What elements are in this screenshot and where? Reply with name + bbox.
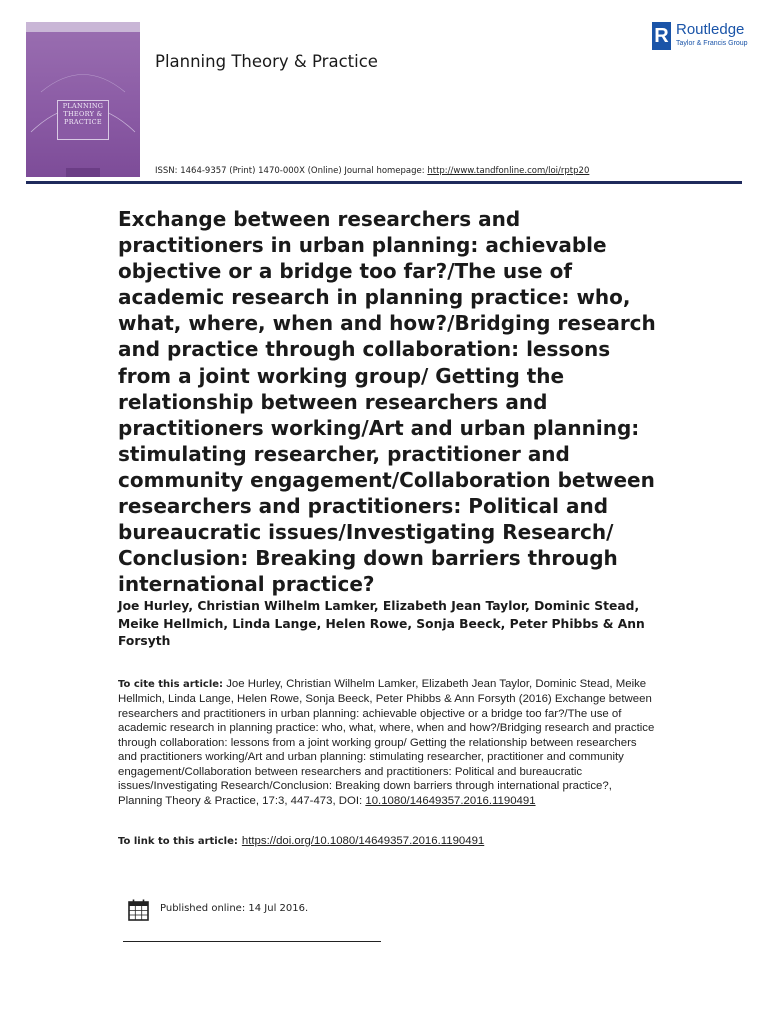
issn-line (155, 166, 589, 176)
article-doi-link[interactable]: https://doi.org/10.1080/14649357.2016.1190491 (241, 835, 485, 847)
cover-publisher-logo (66, 168, 100, 177)
cover-title-line: PLANNING (62, 102, 104, 110)
citation-label: To cite this article: (118, 679, 224, 690)
published-date: Published online: 14 Jul 2016. (160, 903, 309, 914)
cover-top-strip (26, 22, 140, 32)
article-authors: Joe Hurley, Christian Wilhelm Lamker, Elizabeth Jean Taylor, Dominic Stead, Meike Hellmich, Linda Lange, Helen Rowe, Sonja Beeck, Peter Phibbs & Ann Forsyth (118, 599, 645, 648)
link-label: To link to this article: (118, 836, 238, 847)
article-link-row (118, 835, 678, 847)
article-title: Exchange between researchers and practitioners in urban planning: achievable objective or a bridge too far?/The use of academic research in planning practice: who, what, where, when and how?/Bridging research and practice through collaboration: lessons from a joint working group/ Getting the relationship between researchers and practitioners working/Art and urban planning: stimulating researcher, practitioner and community engagement/Collaboration between researchers and practitioners: Political and bureaucratic issues/Investigating Research/ Conclusion: Breaking down barriers through international practice? (118, 207, 656, 597)
publisher-mark-icon: R (652, 22, 671, 50)
journal-cover-image (26, 22, 140, 177)
citation-doi-link[interactable]: 10.1080/14649357.2016.1190491 (365, 794, 536, 807)
cover-title-line: THEORY & (63, 110, 103, 118)
publisher-name: Routledge (676, 21, 745, 38)
header-divider (26, 181, 742, 184)
cover-title-line: PRACTICE (64, 118, 102, 126)
citation-text: Joe Hurley, Christian Wilhelm Lamker, Elizabeth Jean Taylor, Dominic Stead, Meike Hellmich, Linda Lange, Helen Rowe, Sonja Beeck, Peter Phibbs & Ann Forsyth (2016) Exchange between researchers and practitioners in urban planning: achievable objective or a bridge too far?/The use of academic research in planning practice: who, what, where, when and how?/Bridging research and practice through collaboration: lessons from a joint working group/ Getting the relationship between researchers and practitioners working/Art and urban planning: stimulating researcher, practitioner and community engagement/Collaboration between researchers and practitioners: Political and bureaucratic issues/Investigating Research/Conclusion: Breaking down barriers through international practice?, Planning Theory & Practice, 17:3, 447-473, DOI: (118, 678, 655, 807)
issn-text: ISSN: 1464-9357 (Print) 1470-000X (Online) Journal homepage: (155, 166, 428, 176)
footer-divider (123, 941, 381, 942)
journal-name: Planning Theory & Practice (155, 52, 378, 71)
publisher-logo (652, 20, 762, 52)
journal-homepage-link[interactable]: http://www.tandfonline.com/loi/rptp20 (427, 166, 590, 176)
citation-block (118, 677, 658, 808)
calendar-icon (128, 899, 149, 921)
publisher-subtitle: Taylor & Francis Group (676, 40, 748, 47)
cover-title (57, 102, 109, 126)
